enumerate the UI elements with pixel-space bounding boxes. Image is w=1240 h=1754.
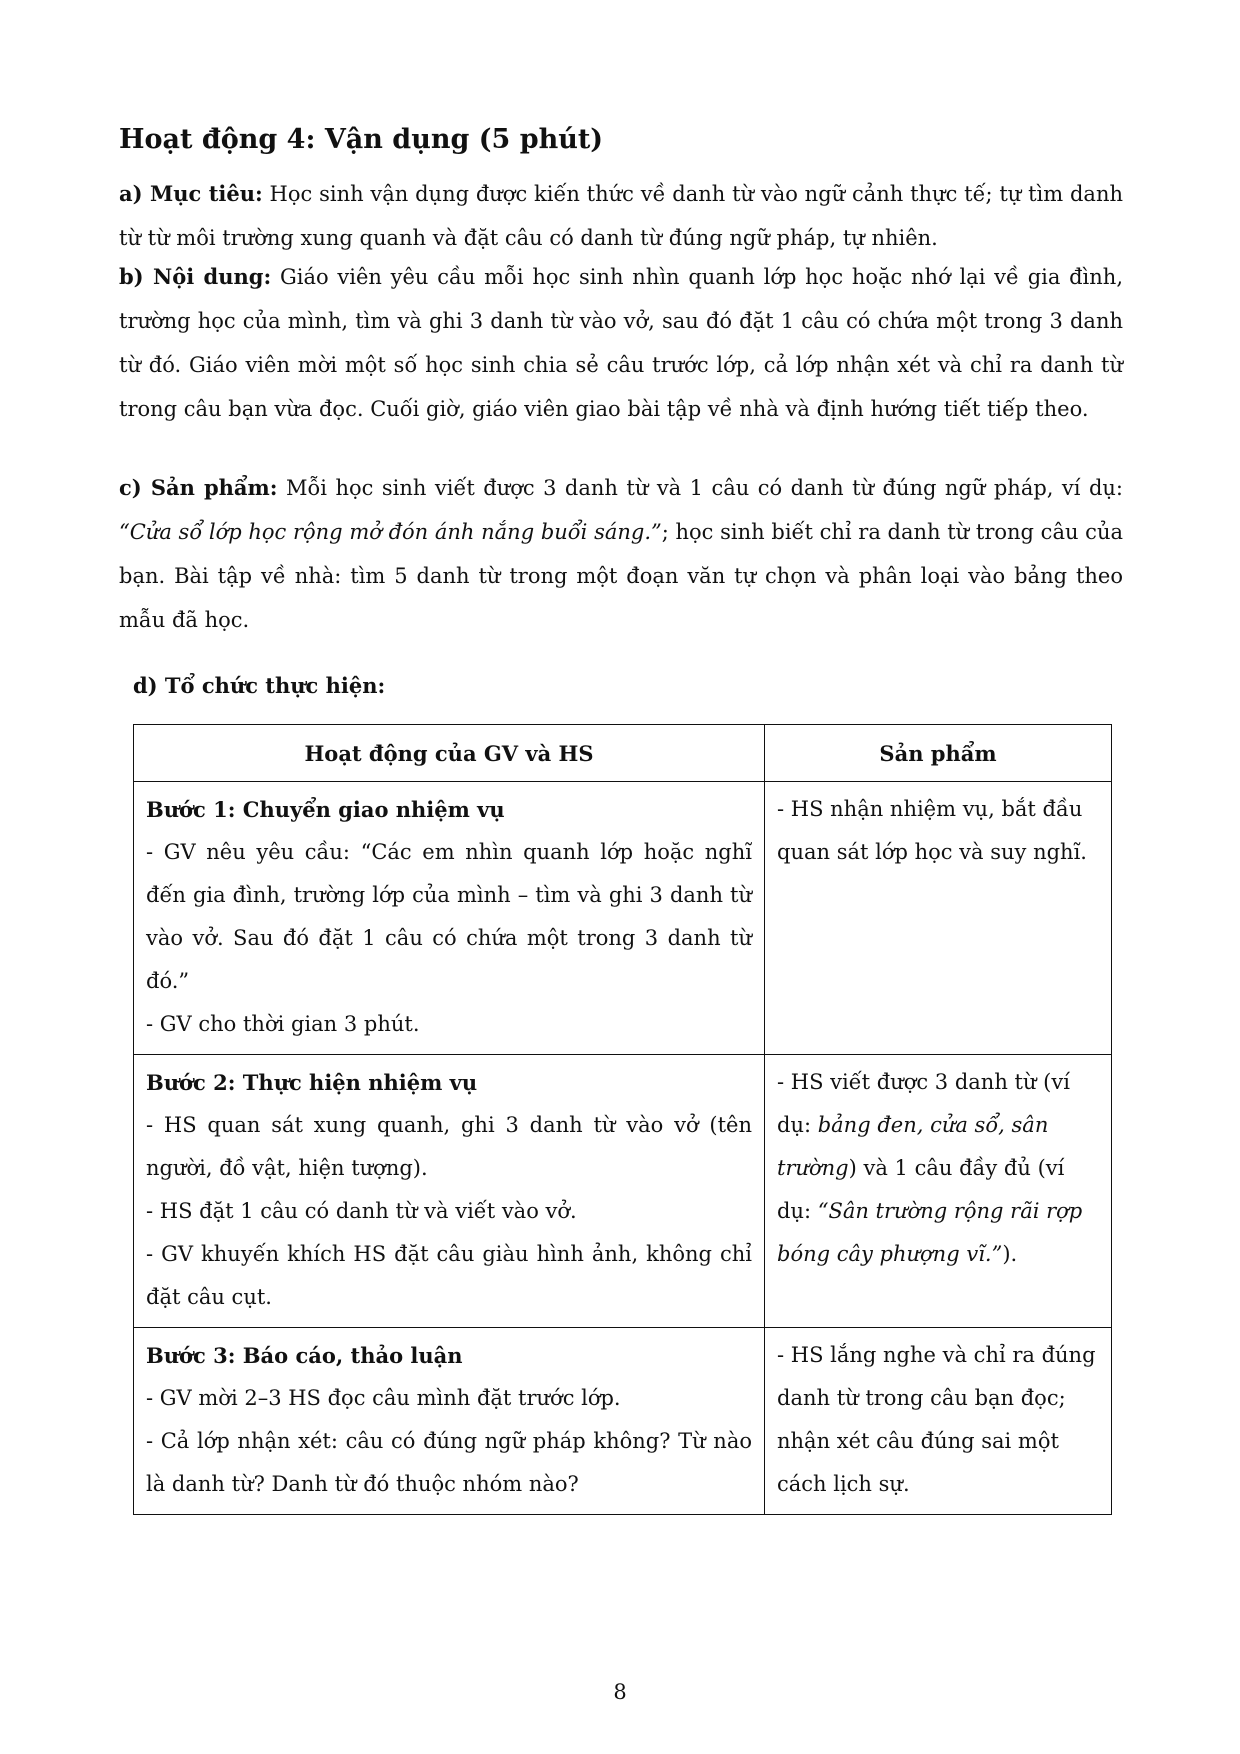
table-header-activity: Hoạt động của GV và HS xyxy=(134,725,765,782)
page-number: 8 xyxy=(613,1680,627,1704)
step-2-product-text: - HS viết được 3 danh từ (ví dụ: xyxy=(777,1070,1070,1137)
step-2-line: - GV khuyến khích HS đặt câu giàu hình ảnh, không chỉ đặt câu cụt. xyxy=(146,1242,752,1309)
step-2-product-example-sentence: “Sân trường rộng rãi rợp bóng cây phượng vĩ.” xyxy=(777,1199,1083,1266)
step-3-product-cell xyxy=(765,1328,1112,1515)
step-3-product-text: - HS lắng nghe và chỉ ra đúng danh từ trong câu bạn đọc; nhận xét câu đúng sai một cách lịch sự. xyxy=(777,1343,1096,1496)
section-content-text: Giáo viên yêu cầu mỗi học sinh nhìn quanh lớp học hoặc nhớ lại về gia đình, trường học của mình, tìm và ghi 3 danh từ vào vở, sau đó đặt 1 câu có chứa một trong 3 danh từ đó. Giáo viên mời một số học sinh chia sẻ câu trước lớp, cả lớp nhận xét và chỉ ra danh từ trong câu bạn vừa đọc. Cuối giờ, giáo viên giao bài tập về nhà và định hướng tiết tiếp theo. xyxy=(119,265,1123,421)
step-3-title: Bước 3: Báo cáo, thảo luận xyxy=(146,1343,463,1368)
table-header-product: Sản phẩm xyxy=(765,725,1112,782)
section-product-text-1: Mỗi học sinh viết được 3 danh từ và 1 câu có danh từ đúng ngữ pháp, ví dụ: xyxy=(277,476,1124,500)
step-3-activity-cell xyxy=(134,1328,765,1515)
section-product xyxy=(119,466,1123,642)
section-objective xyxy=(119,172,1123,260)
step-2-line: - HS quan sát xung quanh, ghi 3 danh từ vào vở (tên người, đồ vật, hiện tượng). xyxy=(146,1113,752,1180)
step-1-title: Bước 1: Chuyển giao nhiệm vụ xyxy=(146,797,505,822)
step-2-product-examples: bảng đen, cửa sổ, sân trường xyxy=(777,1113,1049,1180)
step-1-product-cell xyxy=(765,782,1112,1055)
section-organization-label: d) Tổ chức thực hiện: xyxy=(133,673,386,698)
table-header-row xyxy=(134,725,1112,782)
step-3-line: - GV mời 2–3 HS đọc câu mình đặt trước lớp. xyxy=(146,1386,621,1410)
step-1-product-text: - HS nhận nhiệm vụ, bắt đầu quan sát lớp học và suy nghĩ. xyxy=(777,797,1087,864)
section-product-example: “Cửa sổ lớp học rộng mở đón ánh nắng buổi sáng.” xyxy=(119,520,662,544)
table-row xyxy=(134,782,1112,1055)
step-1-line: - GV cho thời gian 3 phút. xyxy=(146,1012,420,1036)
activity-heading: Hoạt động 4: Vận dụng (5 phút) xyxy=(119,124,604,155)
section-product-label: c) Sản phẩm: xyxy=(119,475,278,500)
section-objective-label: a) Mục tiêu: xyxy=(119,181,263,206)
section-content xyxy=(119,255,1123,431)
step-2-product-text: ). xyxy=(1002,1242,1018,1266)
table-row xyxy=(134,1055,1112,1328)
step-1-activity-cell xyxy=(134,782,765,1055)
step-1-line: - GV nêu yêu cầu: “Các em nhìn quanh lớp hoặc nghĩ đến gia đình, trường lớp của mình – tìm và ghi 3 danh từ vào vở. Sau đó đặt 1 câu có chứa một trong 3 danh từ đó.” xyxy=(146,840,752,993)
table-row xyxy=(134,1328,1112,1515)
step-2-line: - HS đặt 1 câu có danh từ và viết vào vở. xyxy=(146,1199,577,1223)
section-objective-text: Học sinh vận dụng được kiến thức về danh từ vào ngữ cảnh thực tế; tự tìm danh từ từ môi trường xung quanh và đặt câu có danh từ đúng ngữ pháp, tự nhiên. xyxy=(119,182,1123,250)
step-3-line: - Cả lớp nhận xét: câu có đúng ngữ pháp không? Từ nào là danh từ? Danh từ đó thuộc nhóm nào? xyxy=(146,1429,752,1496)
step-2-title: Bước 2: Thực hiện nhiệm vụ xyxy=(146,1070,478,1095)
step-2-activity-cell xyxy=(134,1055,765,1328)
section-content-label: b) Nội dung: xyxy=(119,264,272,289)
step-2-product-text: ) và 1 câu đầy đủ (ví dụ: xyxy=(777,1156,1065,1223)
section-product-text-2: ; học sinh biết chỉ ra danh từ trong câu của bạn. Bài tập về nhà: tìm 5 danh từ trong một đoạn văn tự chọn và phân loại vào bảng theo mẫu đã học. xyxy=(119,520,1123,632)
organization-table xyxy=(133,724,1112,1515)
step-2-product-cell xyxy=(765,1055,1112,1328)
